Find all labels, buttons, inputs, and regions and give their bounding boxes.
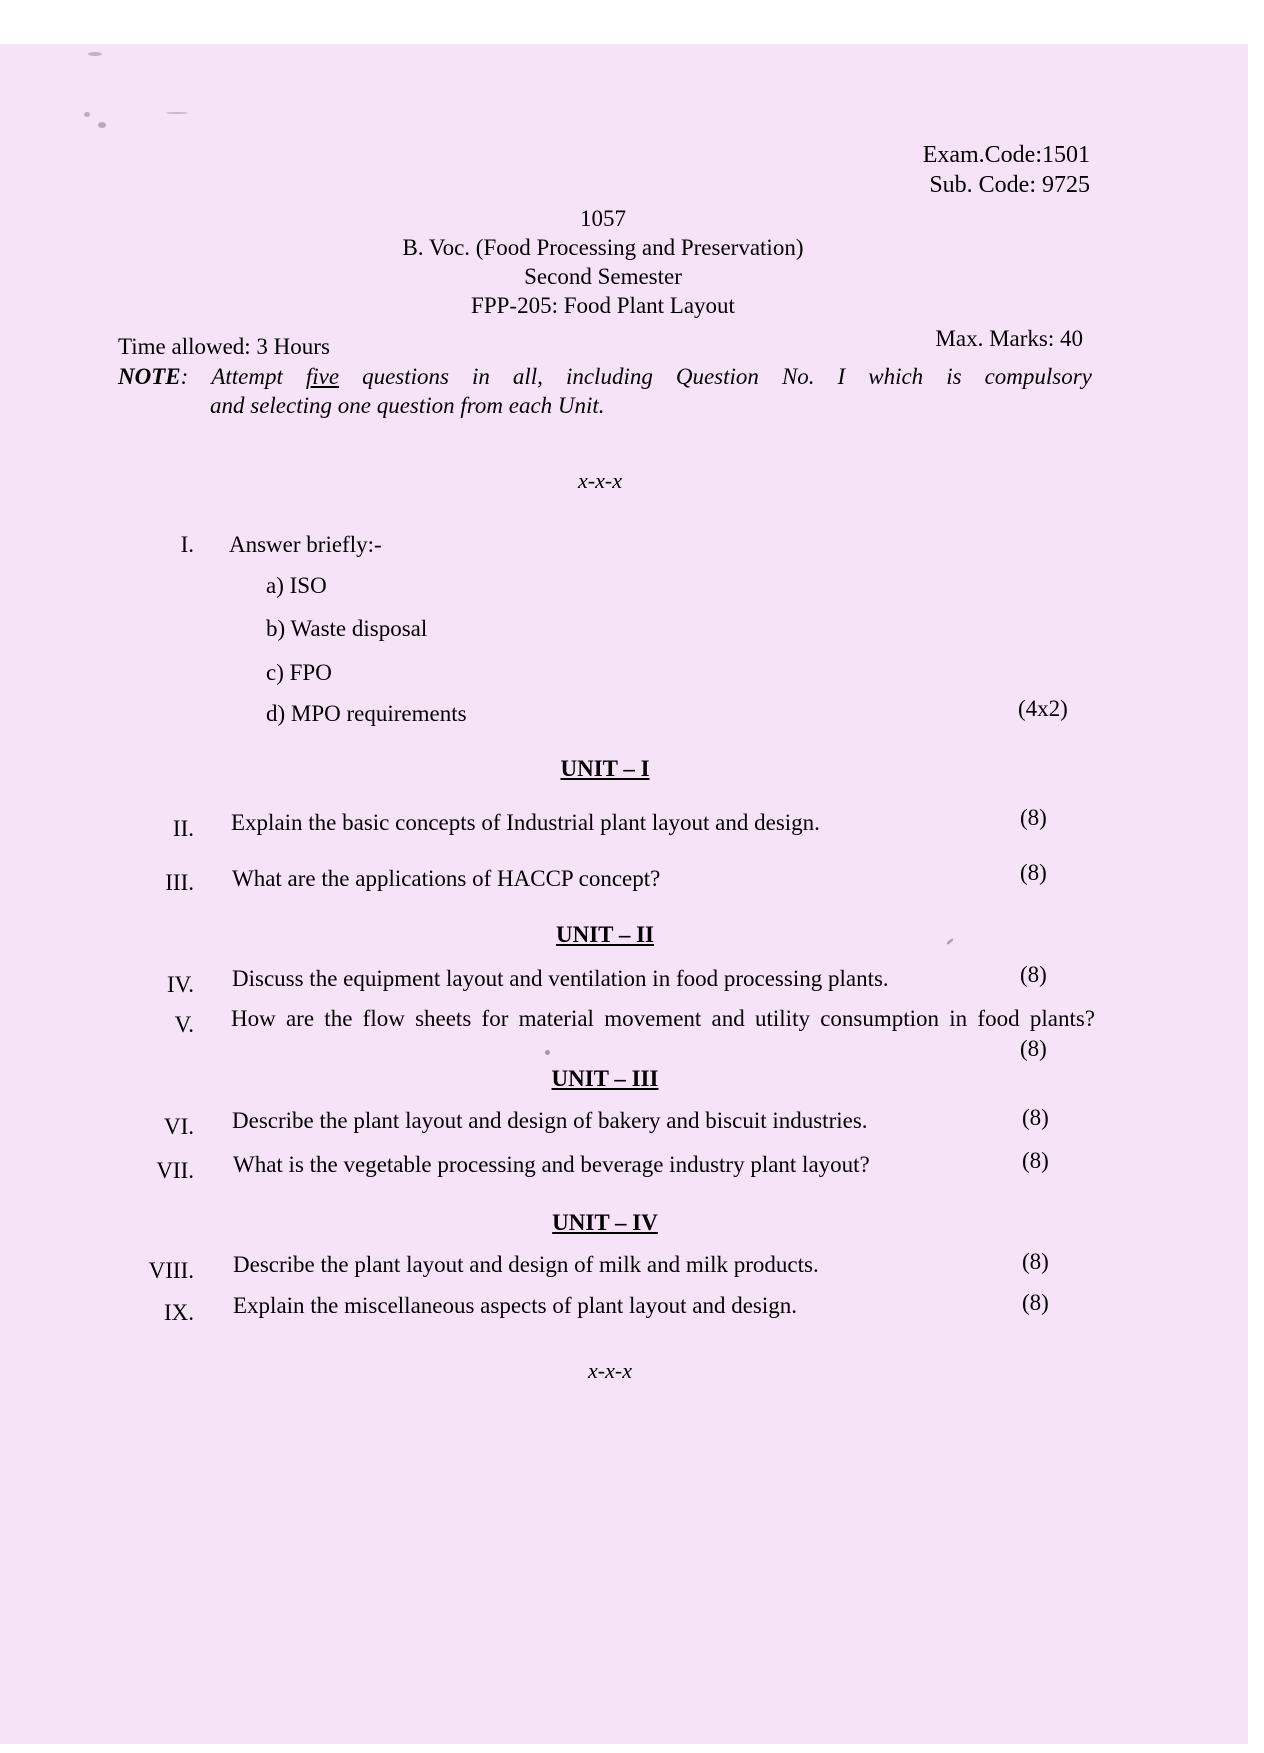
question-marks: (8): [1020, 962, 1047, 987]
scan-speck: [84, 112, 90, 117]
time-allowed: Time allowed: 3 Hours: [118, 334, 330, 359]
paper-header: [300, 204, 906, 320]
paper-number: 1057: [580, 206, 626, 231]
note-word: questions: [362, 364, 449, 389]
question-number: IV.: [166, 972, 194, 997]
unit-heading: UNIT – IV: [552, 1210, 658, 1235]
question-number: IX.: [163, 1300, 194, 1325]
question-text: Describe the plant layout and design of bakery and biscuit industries.: [232, 1108, 868, 1133]
instructions-note: [118, 362, 1092, 420]
max-marks: Max. Marks: 40: [935, 326, 1083, 351]
note-label: NOTE: [118, 364, 181, 389]
question-marks: (8): [1020, 860, 1047, 885]
question-number: VIII.: [148, 1258, 194, 1283]
semester: Second Semester: [524, 264, 682, 289]
question-number: III.: [165, 870, 194, 895]
scan-edge: [1248, 44, 1264, 1744]
question-text: What are the applications of HACCP concept?: [232, 866, 661, 891]
question-number: VII.: [156, 1158, 194, 1183]
question-marks: (8): [1022, 1290, 1049, 1315]
question-text: Describe the plant layout and design of milk and milk products.: [233, 1252, 819, 1277]
separator-bottom: x-x-x: [588, 1358, 632, 1383]
note-word: No.: [781, 364, 815, 389]
note-line-1: NOTE: Attempt five questions in all, including Question No. I which is compulsory: [118, 364, 1092, 389]
sub-question: b) Waste disposal: [266, 616, 428, 641]
question-text: Explain the miscellaneous aspects of plant layout and design.: [233, 1293, 797, 1318]
scan-speck: [98, 122, 106, 128]
question-number: II.: [172, 816, 194, 841]
sub-question: c) FPO: [266, 660, 332, 685]
scan-speck: [88, 52, 102, 56]
note-word-five: five: [305, 364, 340, 389]
note-word: in: [472, 364, 490, 389]
scan-speck: [545, 1050, 550, 1055]
note-word: Attempt: [211, 364, 283, 389]
exam-codes: [912, 140, 1090, 200]
program-title: B. Voc. (Food Processing and Preservation): [402, 235, 804, 260]
question-number: VI.: [163, 1114, 194, 1139]
question-text: How are the flow sheets for material movement and utility consumption in food plants?: [231, 1006, 1095, 1031]
unit-heading: UNIT – II: [556, 922, 654, 947]
question-marks: (8): [1022, 1249, 1049, 1274]
sub-code: Sub. Code: 9725: [929, 172, 1090, 198]
question-text: Discuss the equipment layout and ventilation in food processing plants.: [232, 966, 889, 991]
note-word: all,: [512, 364, 543, 389]
separator-top: x-x-x: [578, 468, 622, 493]
course-title: FPP-205: Food Plant Layout: [471, 293, 735, 318]
question-marks: (8): [1022, 1148, 1049, 1173]
sub-question: a) ISO: [266, 573, 327, 598]
question-marks: (8): [1020, 1036, 1047, 1061]
note-line-2: and selecting one question from each Unit.: [210, 393, 605, 418]
note-word: is: [946, 364, 962, 389]
question-text: Answer briefly:-: [229, 532, 382, 557]
question-text: Explain the basic concepts of Industrial plant layout and design.: [231, 810, 820, 835]
question-marks: (8): [1022, 1105, 1049, 1130]
note-word: Question: [675, 364, 759, 389]
note-word: including: [565, 364, 653, 389]
note-word: compulsory: [984, 364, 1092, 389]
question-marks: (8): [1020, 805, 1047, 830]
note-word: I: [837, 364, 846, 389]
sub-question: d) MPO requirements: [266, 701, 467, 726]
question-text: What is the vegetable processing and beverage industry plant layout?: [233, 1152, 870, 1177]
scan-speck: [166, 112, 188, 114]
exam-code: Exam.Code:1501: [922, 142, 1090, 168]
question-marks: (4x2): [1018, 696, 1068, 721]
note-word: which: [868, 364, 924, 389]
unit-heading: UNIT – III: [551, 1066, 659, 1091]
unit-heading: UNIT – I: [560, 756, 650, 781]
question-number: V.: [174, 1012, 194, 1037]
question-number: I.: [180, 532, 194, 557]
